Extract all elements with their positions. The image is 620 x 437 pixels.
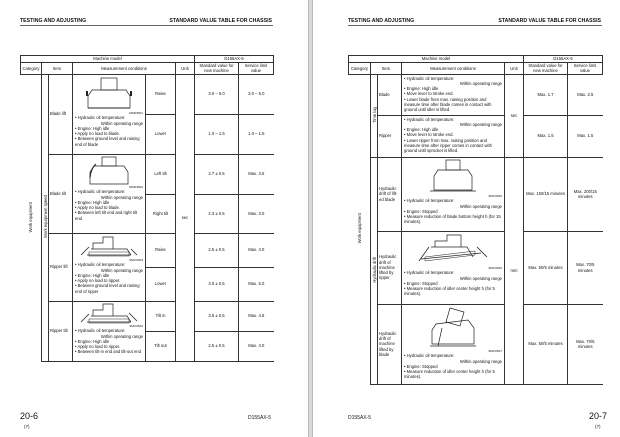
condition-line: • Apply no load to ripper. <box>75 344 121 349</box>
service-value: 3.0 – 5.0 <box>239 74 274 114</box>
service-value: Max. 2.5 <box>568 74 603 115</box>
condition-line: • Apply no load to blade. <box>75 131 121 136</box>
mode-label: Tilt out <box>146 331 176 361</box>
condition-line: • Measure reduction of idler center height h (for 5 minutes). <box>404 369 495 380</box>
service-value: Max. 4.0 <box>239 331 274 361</box>
table-title: STANDARD VALUE TABLE FOR CHASSIS <box>498 18 601 24</box>
item-label: Ripper tilt <box>49 301 73 361</box>
condition-line: • Engine: High idle <box>75 125 110 131</box>
standard-value: 3.0 ± 0.5 <box>195 267 239 301</box>
item-label: Hydraulic drift of lift-ed blade <box>378 157 402 231</box>
item-label: Hydraulic drift of machine lifted by ripper <box>378 231 402 304</box>
footer-model: D155AX-5 <box>348 415 372 421</box>
conditions-cell <box>402 157 505 231</box>
figure-id: 9MO3S04 <box>129 323 143 328</box>
col-standard: Standard value for new machine <box>195 63 239 75</box>
condition-line: • Move lever to stroke end. <box>404 91 454 97</box>
col-service: Service limit value <box>239 63 274 75</box>
condition-line: • Engine: High idle <box>75 338 110 344</box>
standard-value: Max. 150/15 minutes <box>524 157 568 231</box>
unit-value: mm <box>505 157 524 384</box>
dozer-tilt-illustration <box>84 156 134 186</box>
condition-line: Within operating range <box>459 203 502 209</box>
condition-line: • Between tilt-in end and tilt-out end <box>75 349 141 355</box>
condition-line: • Apply no load to blade. <box>75 205 121 210</box>
item-label: Ripper <box>378 115 402 157</box>
condition-line: • Engine: Stopped <box>404 363 438 369</box>
col-conditions: Measurement conditions <box>73 63 176 75</box>
service-value: Max. 70/5 minutes <box>568 231 603 304</box>
revision: (7) <box>595 424 601 429</box>
condition-line: • Engine: High idle <box>75 272 110 278</box>
conditions-cell <box>73 301 146 361</box>
col-conditions: Measurement conditions <box>402 63 505 75</box>
condition-line: • Between ground level and raising end of ripper <box>75 283 140 294</box>
condition-line: Within operating range <box>100 333 143 339</box>
dozer-side-illustration <box>79 303 139 325</box>
page-number: 20-7 <box>589 411 608 421</box>
col-service: Service limit value <box>568 63 603 75</box>
condition-line: • Apply no load to ripper. <box>75 278 121 283</box>
condition-line: • Measure reduction of idler center height h (for 5 minutes). <box>404 286 495 297</box>
col-item: Item <box>42 63 73 75</box>
mode-label: Lower <box>146 114 176 154</box>
subcategory-label: Time lag <box>372 106 377 123</box>
condition-line: • Hydraulic oil temperature: <box>404 270 455 276</box>
condition-line: • Engine: Stopped <box>404 280 438 286</box>
service-value: 1.0 – 1.5 <box>239 114 274 154</box>
standard-value: Max. 50/5 minutes <box>524 304 568 384</box>
condition-line: • Hydraulic oil temperature: <box>75 189 126 195</box>
condition-line: • Hydraulic oil temperature: <box>75 328 126 334</box>
conditions-cell <box>402 304 505 384</box>
mode-label: Left tilt <box>146 154 176 194</box>
conditions-cell <box>402 231 505 304</box>
footer-model: D155AX-5 <box>248 415 272 421</box>
figure-id: 9JM03501 <box>128 110 143 115</box>
condition-line: Within operating range <box>100 267 143 273</box>
standard-value: 2.7 ± 0.5 <box>195 154 239 194</box>
conditions-cell <box>73 154 146 233</box>
dozer-front-illustration <box>84 76 134 112</box>
machine-model-label: Machine model <box>349 56 524 63</box>
condition-line: • Hydraulic oil temperature: <box>404 116 455 122</box>
item-label: Blade lift <box>49 74 73 154</box>
condition-line: • Lower ripper from max. raising position and measure time after ripper comes in contact with ground until sprocket is lifted. <box>404 137 492 153</box>
dozer-side-illustration <box>415 233 491 267</box>
unit-value: sec <box>176 74 195 361</box>
item-label: Blade tilt <box>49 154 73 233</box>
condition-line: • Hydraulic oil temperature: <box>75 115 126 121</box>
col-category: Category <box>21 63 42 75</box>
standard-value: 3.5 ± 0.5 <box>195 301 239 331</box>
condition-line: • Lower blade from max. raising position and measure time after blade comes in contact with ground until idler is lifted. <box>404 96 492 112</box>
page-number: 20-6 <box>20 411 39 421</box>
standard-value: 2.3 ± 0.5 <box>195 194 239 233</box>
condition-line: Within operating range <box>459 358 502 364</box>
standard-value: 2.5 ± 0.5 <box>195 331 239 361</box>
revision: (7) <box>24 424 30 429</box>
mode-label: Lower <box>146 267 176 301</box>
condition-line: • Engine: High idle <box>404 86 439 91</box>
conditions-cell <box>402 115 505 157</box>
category-label: Work equipment <box>28 201 34 233</box>
dozer-front-illustration <box>428 159 478 195</box>
condition-line: Within operating range <box>459 275 502 281</box>
condition-line: • Measure reduction of blade bottom height h (for 15 minutes). <box>404 214 501 225</box>
right-page <box>312 0 620 437</box>
standard-value-table-left <box>20 55 274 362</box>
figure-id: 9MO3S03 <box>129 257 143 262</box>
col-unit: Unit <box>505 63 524 75</box>
dozer-lifted-illustration <box>428 306 478 350</box>
item-label: Ripper lift <box>49 233 73 301</box>
section-title: TESTING AND ADJUSTING <box>20 18 87 24</box>
mode-label: Raise <box>146 233 176 267</box>
machine-model-label: Machine model <box>21 56 195 63</box>
unit-value: sec <box>505 74 524 157</box>
figure-id: 9MO3S05 <box>488 193 502 198</box>
standard-value-table-right <box>348 55 603 385</box>
dozer-side-illustration <box>79 235 139 259</box>
service-value: Max. 200/15 minutes <box>568 157 603 231</box>
conditions-cell <box>73 233 146 301</box>
condition-line: • Engine: Stopped <box>404 208 438 214</box>
standard-value: Max. 50/5 minutes <box>524 231 568 304</box>
subcategory-label: Work equipment speed <box>43 195 48 239</box>
left-page <box>0 0 309 437</box>
condition-line: Within operating range <box>459 121 502 127</box>
service-value: Max. 4.0 <box>239 233 274 267</box>
conditions-cell <box>73 74 146 154</box>
standard-value: 1.0 – 1.5 <box>195 114 239 154</box>
condition-line: Within operating range <box>459 80 502 86</box>
mode-label: Tilt in <box>146 301 176 331</box>
condition-line: • Hydraulic oil temperature: <box>404 75 455 81</box>
item-label: Blade <box>378 74 402 115</box>
service-value: Max. 3.0 <box>239 194 274 233</box>
service-value: Max. 1.5 <box>568 115 603 157</box>
standard-value: 3.0 – 5.0 <box>195 74 239 114</box>
figure-id: 9MO3S07 <box>488 348 502 353</box>
col-item: Item <box>371 63 402 75</box>
service-value: Max. 3.5 <box>239 154 274 194</box>
header-rule <box>20 25 273 26</box>
section-title: TESTING AND ADJUSTING <box>348 18 415 24</box>
standard-value: Max. 1.7 <box>524 74 568 115</box>
standard-value: Max. 1.5 <box>524 115 568 157</box>
condition-line: • Hydraulic oil temperature: <box>75 262 126 268</box>
condition-line: • Move lever to stroke end. <box>404 132 454 138</box>
model-name: D155AX-5 <box>524 56 603 63</box>
condition-line: Within operating range <box>100 120 143 126</box>
condition-line: • Between left tilt end and right tilt end <box>75 210 137 221</box>
subcategory-label: Hydraulic drift <box>372 257 377 283</box>
condition-line: • Engine: High idle <box>404 127 439 132</box>
condition-line: • Between ground level and raising end of blade <box>75 136 140 147</box>
mode-label: Raise <box>146 74 176 114</box>
service-value: Max. 4.5 <box>239 301 274 331</box>
header-rule <box>348 25 602 26</box>
standard-value: 2.5 ± 0.5 <box>195 233 239 267</box>
figure-id: 9JM03502 <box>128 184 143 189</box>
conditions-cell <box>402 74 505 115</box>
condition-line: • Hydraulic oil temperature: <box>404 353 455 359</box>
model-name: D155AX-5 <box>195 56 274 63</box>
item-label: Hydraulic drift of machine lifted by blade <box>378 304 402 384</box>
condition-line: • Hydraulic oil temperature: <box>404 198 455 204</box>
category-label: Work equipment <box>356 213 362 244</box>
col-standard: Standard value for new machine <box>524 63 568 75</box>
condition-line: Within operating range <box>100 194 143 200</box>
col-category: Category <box>349 63 371 75</box>
condition-line: • Engine: High idle <box>75 199 110 205</box>
table-title: STANDARD VALUE TABLE FOR CHASSIS <box>169 18 272 24</box>
figure-id: 9MO3S06 <box>488 265 502 270</box>
service-value: Max. 5.0 <box>239 267 274 301</box>
service-value: Max. 70/5 minutes <box>568 304 603 384</box>
col-unit: Unit <box>176 63 195 75</box>
mode-label: Right tilt <box>146 194 176 233</box>
